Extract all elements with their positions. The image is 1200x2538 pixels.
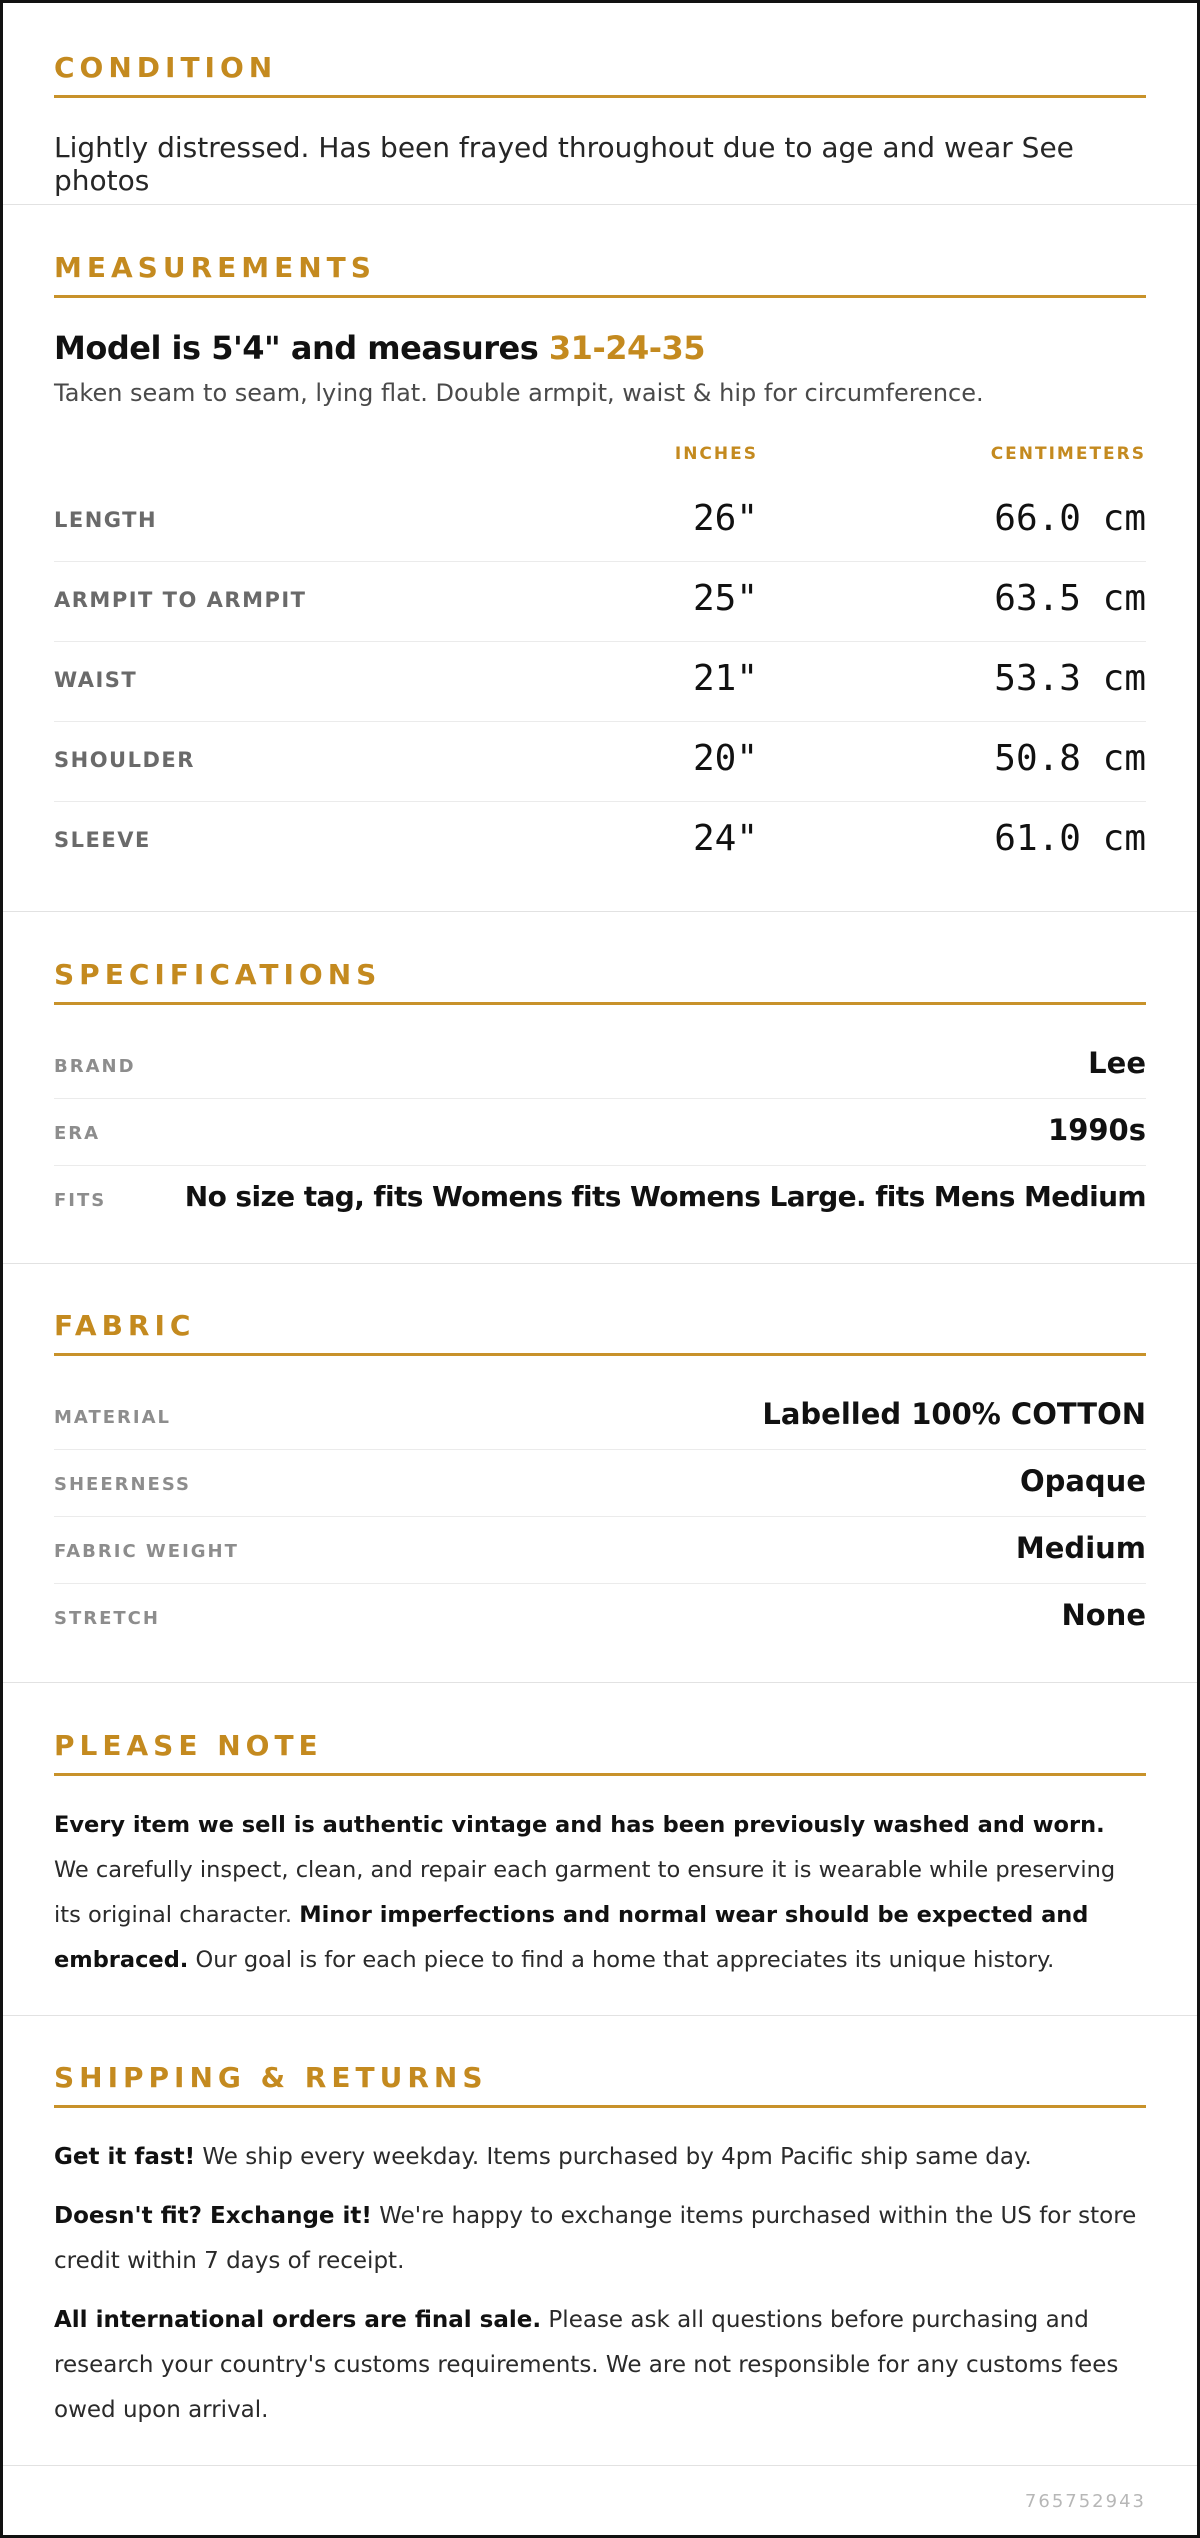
fabric-row-stretch (54, 1584, 1146, 1651)
spec-row-era (54, 1099, 1146, 1166)
spec-label: BRAND (54, 1056, 136, 1077)
spec-value: 1990s (1048, 1113, 1146, 1147)
measurement-cm: 63.5 cm (994, 578, 1146, 619)
section-divider (3, 1682, 1197, 1683)
spec-label: FITS (54, 1190, 107, 1211)
measurement-cm: 53.3 cm (994, 658, 1146, 699)
shipping-text-fast: We ship every weekday. Items purchased by 4pm Pacific ship same day. (195, 2144, 1032, 2170)
product-id: 765752943 (1024, 2491, 1146, 2512)
measurement-label: SLEEVE (54, 828, 151, 852)
shipping-heading-rule (54, 2105, 1146, 2108)
shipping-text-exchange: We're happy to exchange items purchased within the US for store credit within 7 days of receipt. (54, 2203, 1137, 2274)
model-height-text: Model is 5'4" and measures (54, 329, 549, 367)
measurement-inches: 21" (692, 658, 758, 699)
shipping-bold-international: All international orders are final sale. (54, 2307, 542, 2333)
fabric-value: Medium (1015, 1531, 1146, 1565)
measurement-cm: 50.8 cm (994, 738, 1146, 779)
fabric-heading: FABRIC (54, 1309, 196, 1342)
measurement-label: WAIST (54, 668, 138, 692)
measurement-inches: 20" (692, 738, 758, 779)
fabric-heading-rule (54, 1353, 1146, 1356)
spec-row-fits (54, 1166, 1146, 1233)
shipping-paragraph-fast (54, 2135, 1146, 2180)
fabric-label: FABRIC WEIGHT (54, 1541, 239, 1562)
fabric-row-sheerness (54, 1450, 1146, 1517)
measurement-label: ARMPIT TO ARMPIT (54, 588, 307, 612)
please-note-heading-rule (54, 1773, 1146, 1776)
note-bold-imperfections: Minor imperfections and normal wear should be expected and embraced. (54, 1902, 1089, 1973)
please-note-heading: PLEASE NOTE (54, 1729, 323, 1762)
fabric-label: SHEERNESS (54, 1474, 191, 1495)
section-divider (3, 911, 1197, 912)
measurements-heading-rule (54, 295, 1146, 298)
section-divider (3, 1263, 1197, 1264)
please-note-text (54, 1803, 1146, 1983)
measurement-inches: 26" (692, 498, 758, 539)
measurement-row (54, 802, 1146, 882)
section-divider (3, 204, 1197, 205)
note-text-inspect: We carefully inspect, clean, and repair each garment to ensure it is wearable while preserving its original character. (54, 1857, 1116, 1928)
shipping-text-international: Please ask all questions before purchasing and research your country's customs requirements. We are not responsible for any customs fees owed upon arrival. (54, 2307, 1119, 2423)
measurement-inches: 25" (692, 578, 758, 619)
model-info (54, 329, 705, 367)
fabric-label: MATERIAL (54, 1407, 171, 1428)
spec-value: No size tag, fits Womens fits Womens Large. fits Mens Medium (184, 1180, 1146, 1213)
model-measures: 31-24-35 (548, 329, 706, 367)
note-bold-authentic: Every item we sell is authentic vintage and has been previously washed and worn. (54, 1812, 1105, 1838)
fabric-value: Labelled 100% COTTON (762, 1397, 1146, 1431)
measurement-row (54, 482, 1146, 562)
note-text-goal: Our goal is for each piece to find a home that appreciates its unique history. (188, 1947, 1055, 1973)
shipping-heading: SHIPPING & RETURNS (54, 2061, 488, 2094)
measurement-cm: 61.0 cm (994, 818, 1146, 859)
section-divider (3, 2015, 1197, 2016)
shipping-paragraph-international (54, 2298, 1146, 2433)
fabric-row-material (54, 1383, 1146, 1450)
column-header-centimeters: CENTIMETERS (990, 444, 1146, 464)
measurement-inches: 24" (692, 818, 758, 859)
condition-text: Lightly distressed. Has been frayed throughout due to age and wear See photos (54, 131, 1074, 197)
fabric-row-weight (54, 1517, 1146, 1584)
shipping-paragraph-exchange (54, 2194, 1146, 2284)
measurement-row (54, 642, 1146, 722)
measurement-row (54, 562, 1146, 642)
column-header-inches: INCHES (674, 444, 758, 464)
measurement-label: SHOULDER (54, 748, 195, 772)
condition-heading: CONDITION (54, 51, 278, 84)
measurement-label: LENGTH (54, 508, 158, 532)
spec-row-brand (54, 1032, 1146, 1099)
condition-heading-rule (54, 95, 1146, 98)
measurements-note: Taken seam to seam, lying flat. Double armpit, waist & hip for circumference. (54, 379, 984, 407)
measurement-cm: 66.0 cm (994, 498, 1146, 539)
spec-label: ERA (54, 1123, 101, 1144)
fabric-label: STRETCH (54, 1608, 160, 1629)
specifications-heading: SPECIFICATIONS (54, 958, 382, 991)
fabric-value: Opaque (1019, 1464, 1146, 1498)
specifications-heading-rule (54, 1002, 1146, 1005)
section-divider (3, 2465, 1197, 2466)
measurement-row (54, 722, 1146, 802)
shipping-bold-fast: Get it fast! (54, 2144, 196, 2170)
measurements-heading: MEASUREMENTS (54, 251, 376, 284)
shipping-bold-exchange: Doesn't fit? Exchange it! (54, 2203, 372, 2229)
spec-value: Lee (1088, 1046, 1146, 1080)
fabric-value: None (1061, 1598, 1146, 1632)
